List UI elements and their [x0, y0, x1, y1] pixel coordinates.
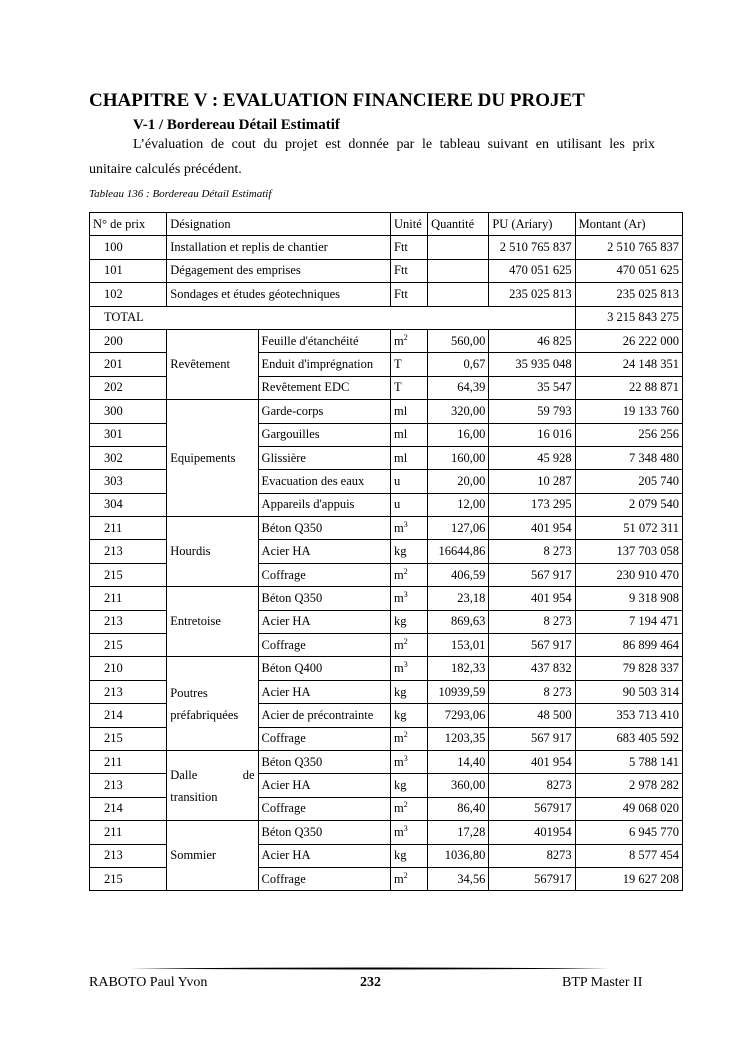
group-label-equipements: Equipements: [167, 400, 258, 517]
cell-num: 211: [90, 587, 167, 610]
cell-quantity: 560,00: [428, 329, 489, 352]
cell-num: 304: [90, 493, 167, 516]
cell-amount: 8 577 454: [575, 844, 682, 867]
cell-quantity: 7293,06: [428, 704, 489, 727]
cell-item: Acier de précontrainte: [258, 704, 390, 727]
cell-unit: $m^2$: [391, 634, 428, 657]
cell-item: Garde-corps: [258, 400, 390, 423]
total-row: [90, 306, 683, 329]
cell-unit-price: 45 928: [489, 446, 575, 469]
cell-unit: kg: [391, 540, 428, 563]
cell-quantity: 14,40: [428, 750, 489, 773]
cell-amount: 353 713 410: [575, 704, 682, 727]
footer-program: BTP Master II: [562, 975, 643, 990]
table-row: [90, 400, 683, 423]
cell-unit-price: 401 954: [489, 587, 575, 610]
cell-unit-price: 567 917: [489, 727, 575, 750]
cell-quantity: 16,00: [428, 423, 489, 446]
intro-paragraph-line-1: L’évaluation de cout du projet est donnée par le tableau suivant en utilisant les prix: [133, 137, 655, 152]
header-unit: Unité: [391, 213, 428, 236]
table-row: [90, 750, 683, 773]
estimate-table: [89, 212, 683, 891]
cell-unit: Ftt: [391, 236, 428, 259]
footer-rule: [130, 967, 610, 970]
cell-unit: u: [391, 493, 428, 516]
cell-unit: u: [391, 470, 428, 493]
cell-item: Coffrage: [258, 867, 390, 890]
cell-num: 213: [90, 610, 167, 633]
cell-amount: 24 148 351: [575, 353, 682, 376]
cell-amount: 6 945 770: [575, 821, 682, 844]
cell-unit: T: [391, 376, 428, 399]
cell-unit: ml: [391, 400, 428, 423]
cell-amount: 205 740: [575, 470, 682, 493]
cell-quantity: 20,00: [428, 470, 489, 493]
cell-item: Béton Q350: [258, 587, 390, 610]
chapter-title: CHAPITRE V : EVALUATION FINANCIERE DU PROJET: [89, 90, 585, 111]
cell-amount: 49 068 020: [575, 797, 682, 820]
cell-amount: 230 910 470: [575, 563, 682, 586]
cell-unit: $m^2$: [391, 797, 428, 820]
cell-quantity: 12,00: [428, 493, 489, 516]
cell-amount: 2 978 282: [575, 774, 682, 797]
cell-item: Glissière: [258, 446, 390, 469]
cell-item: Acier HA: [258, 540, 390, 563]
cell-unit-price: 567 917: [489, 634, 575, 657]
cell-unit: ml: [391, 423, 428, 446]
cell-unit: $m^3$: [391, 517, 428, 540]
cell-unit-price: 401 954: [489, 750, 575, 773]
table-row: [90, 517, 683, 540]
cell-amount: 7 348 480: [575, 446, 682, 469]
cell-unit: $m^3$: [391, 821, 428, 844]
cell-item: Acier HA: [258, 680, 390, 703]
cell-num: 214: [90, 704, 167, 727]
cell-unit: $m^2$: [391, 563, 428, 586]
cell-item: Gargouilles: [258, 423, 390, 446]
table-row: [90, 329, 683, 352]
group-label-entretoise: Entretoise: [167, 587, 258, 657]
cell-unit: kg: [391, 610, 428, 633]
cell-amount: 7 194 471: [575, 610, 682, 633]
table-header-row: [90, 213, 683, 236]
cell-num: 200: [90, 329, 167, 352]
cell-unit: $m^2$: [391, 867, 428, 890]
cell-designation: Dégagement des emprises: [167, 259, 391, 282]
cell-quantity: 10939,59: [428, 680, 489, 703]
cell-num: 100: [90, 236, 167, 259]
cell-unit: Ftt: [391, 259, 428, 282]
cell-num: 213: [90, 540, 167, 563]
cell-unit-price: 8 273: [489, 680, 575, 703]
cell-unit: kg: [391, 680, 428, 703]
cell-unit: kg: [391, 774, 428, 797]
cell-quantity: 0,67: [428, 353, 489, 376]
cell-amount: 19 627 208: [575, 867, 682, 890]
cell-num: 102: [90, 283, 167, 306]
table-row: [90, 657, 683, 680]
cell-item: Revêtement EDC: [258, 376, 390, 399]
cell-amount: 2 079 540: [575, 493, 682, 516]
cell-unit-price: 10 287: [489, 470, 575, 493]
cell-item: Coffrage: [258, 797, 390, 820]
header-designation: Désignation: [167, 213, 391, 236]
cell-num: 211: [90, 821, 167, 844]
cell-quantity: 320,00: [428, 400, 489, 423]
group-label-revetement: Revêtement: [167, 329, 258, 399]
cell-unit-price: 16 016: [489, 423, 575, 446]
cell-quantity: [428, 236, 489, 259]
table-row: [90, 236, 683, 259]
cell-unit-price: 35 547: [489, 376, 575, 399]
cell-quantity: 1203,35: [428, 727, 489, 750]
cell-quantity: [428, 259, 489, 282]
table-caption: Tableau 136 : Bordereau Détail Estimatif: [89, 188, 272, 200]
group-label-dalle-de-transition: Dalle de transition: [167, 750, 258, 820]
cell-amount: 90 503 314: [575, 680, 682, 703]
cell-quantity: 16644,86: [428, 540, 489, 563]
cell-unit: kg: [391, 844, 428, 867]
cell-num: 215: [90, 563, 167, 586]
cell-num: 300: [90, 400, 167, 423]
cell-unit-price: 46 825: [489, 329, 575, 352]
cell-num: 202: [90, 376, 167, 399]
cell-amount: 9 318 908: [575, 587, 682, 610]
table-row: [90, 821, 683, 844]
cell-item: Acier HA: [258, 774, 390, 797]
cell-unit-price: 235 025 813: [489, 283, 575, 306]
group-label-sommier: Sommier: [167, 821, 258, 891]
cell-unit: $m^3$: [391, 657, 428, 680]
cell-unit-price: 401 954: [489, 517, 575, 540]
cell-item: Coffrage: [258, 634, 390, 657]
cell-unit: ml: [391, 446, 428, 469]
cell-unit-price: 35 935 048: [489, 353, 575, 376]
cell-amount: 51 072 311: [575, 517, 682, 540]
cell-quantity: 64,39: [428, 376, 489, 399]
cell-num: 213: [90, 680, 167, 703]
cell-num: 213: [90, 844, 167, 867]
cell-unit-price: 59 793: [489, 400, 575, 423]
cell-item: Béton Q400: [258, 657, 390, 680]
cell-amount: 235 025 813: [575, 283, 682, 306]
cell-unit: $m^3$: [391, 587, 428, 610]
cell-unit-price: 8 273: [489, 540, 575, 563]
table-row: [90, 259, 683, 282]
total-label: TOTAL: [90, 306, 576, 329]
table-row: [90, 283, 683, 306]
cell-item: Béton Q350: [258, 517, 390, 540]
footer-author: RABOTO Paul Yvon: [89, 975, 208, 990]
page-number: 232: [360, 975, 381, 990]
table-row: [90, 587, 683, 610]
cell-unit: $m^2$: [391, 329, 428, 352]
cell-item: Appareils d'appuis: [258, 493, 390, 516]
cell-item: Coffrage: [258, 727, 390, 750]
cell-unit-price: 567917: [489, 797, 575, 820]
cell-item: Coffrage: [258, 563, 390, 586]
cell-item: Béton Q350: [258, 821, 390, 844]
cell-num: 215: [90, 634, 167, 657]
cell-num: 210: [90, 657, 167, 680]
cell-unit-price: 2 510 765 837: [489, 236, 575, 259]
cell-quantity: 23,18: [428, 587, 489, 610]
cell-quantity: 17,28: [428, 821, 489, 844]
cell-amount: 683 405 592: [575, 727, 682, 750]
cell-amount: 256 256: [575, 423, 682, 446]
cell-num: 301: [90, 423, 167, 446]
cell-item: Béton Q350: [258, 750, 390, 773]
cell-unit: $m^3$: [391, 750, 428, 773]
cell-unit: Ftt: [391, 283, 428, 306]
cell-unit: T: [391, 353, 428, 376]
cell-num: 302: [90, 446, 167, 469]
header-num: N° de prix: [90, 213, 167, 236]
cell-num: 214: [90, 797, 167, 820]
cell-amount: 137 703 058: [575, 540, 682, 563]
cell-designation: Installation et replis de chantier: [167, 236, 391, 259]
cell-unit-price: 470 051 625: [489, 259, 575, 282]
cell-amount: 2 510 765 837: [575, 236, 682, 259]
cell-quantity: 1036,80: [428, 844, 489, 867]
cell-unit-price: 8273: [489, 774, 575, 797]
cell-num: 303: [90, 470, 167, 493]
cell-item: Evacuation des eaux: [258, 470, 390, 493]
cell-unit-price: 8273: [489, 844, 575, 867]
cell-quantity: 406,59: [428, 563, 489, 586]
cell-quantity: 127,06: [428, 517, 489, 540]
cell-quantity: 360,00: [428, 774, 489, 797]
cell-amount: 86 899 464: [575, 634, 682, 657]
cell-amount: 79 828 337: [575, 657, 682, 680]
cell-num: 211: [90, 517, 167, 540]
cell-unit-price: 173 295: [489, 493, 575, 516]
cell-num: 101: [90, 259, 167, 282]
cell-unit-price: 8 273: [489, 610, 575, 633]
cell-unit-price: 401954: [489, 821, 575, 844]
cell-num: 211: [90, 750, 167, 773]
cell-amount: 470 051 625: [575, 259, 682, 282]
total-value: 3 215 843 275: [575, 306, 682, 329]
cell-amount: 19 133 760: [575, 400, 682, 423]
cell-unit-price: 437 832: [489, 657, 575, 680]
cell-quantity: 153,01: [428, 634, 489, 657]
cell-unit: kg: [391, 704, 428, 727]
cell-designation: Sondages et études géotechniques: [167, 283, 391, 306]
cell-quantity: 86,40: [428, 797, 489, 820]
cell-num: 215: [90, 727, 167, 750]
cell-unit-price: 567917: [489, 867, 575, 890]
cell-unit-price: 567 917: [489, 563, 575, 586]
header-amount: Montant (Ar): [575, 213, 682, 236]
cell-quantity: 182,33: [428, 657, 489, 680]
cell-quantity: 869,63: [428, 610, 489, 633]
section-title: V-1 / Bordereau Détail Estimatif: [133, 117, 340, 133]
group-label-hourdis: Hourdis: [167, 517, 258, 587]
header-quantity: Quantité: [428, 213, 489, 236]
cell-quantity: 34,56: [428, 867, 489, 890]
cell-item: Enduit d'imprégnation: [258, 353, 390, 376]
cell-item: Acier HA: [258, 610, 390, 633]
group-label-poutres: Poutres préfabriquées: [167, 657, 258, 751]
cell-quantity: [428, 283, 489, 306]
cell-item: Acier HA: [258, 844, 390, 867]
cell-unit-price: 48 500: [489, 704, 575, 727]
cell-amount: 26 222 000: [575, 329, 682, 352]
intro-paragraph-line-2: unitaire calculés précédent.: [89, 162, 242, 177]
cell-quantity: 160,00: [428, 446, 489, 469]
cell-unit: $m^2$: [391, 727, 428, 750]
cell-amount: 22 88 871: [575, 376, 682, 399]
cell-amount: 5 788 141: [575, 750, 682, 773]
cell-item: Feuille d'étanchéité: [258, 329, 390, 352]
cell-num: 215: [90, 867, 167, 890]
cell-num: 213: [90, 774, 167, 797]
header-unit-price: PU (Ariary): [489, 213, 575, 236]
cell-num: 201: [90, 353, 167, 376]
